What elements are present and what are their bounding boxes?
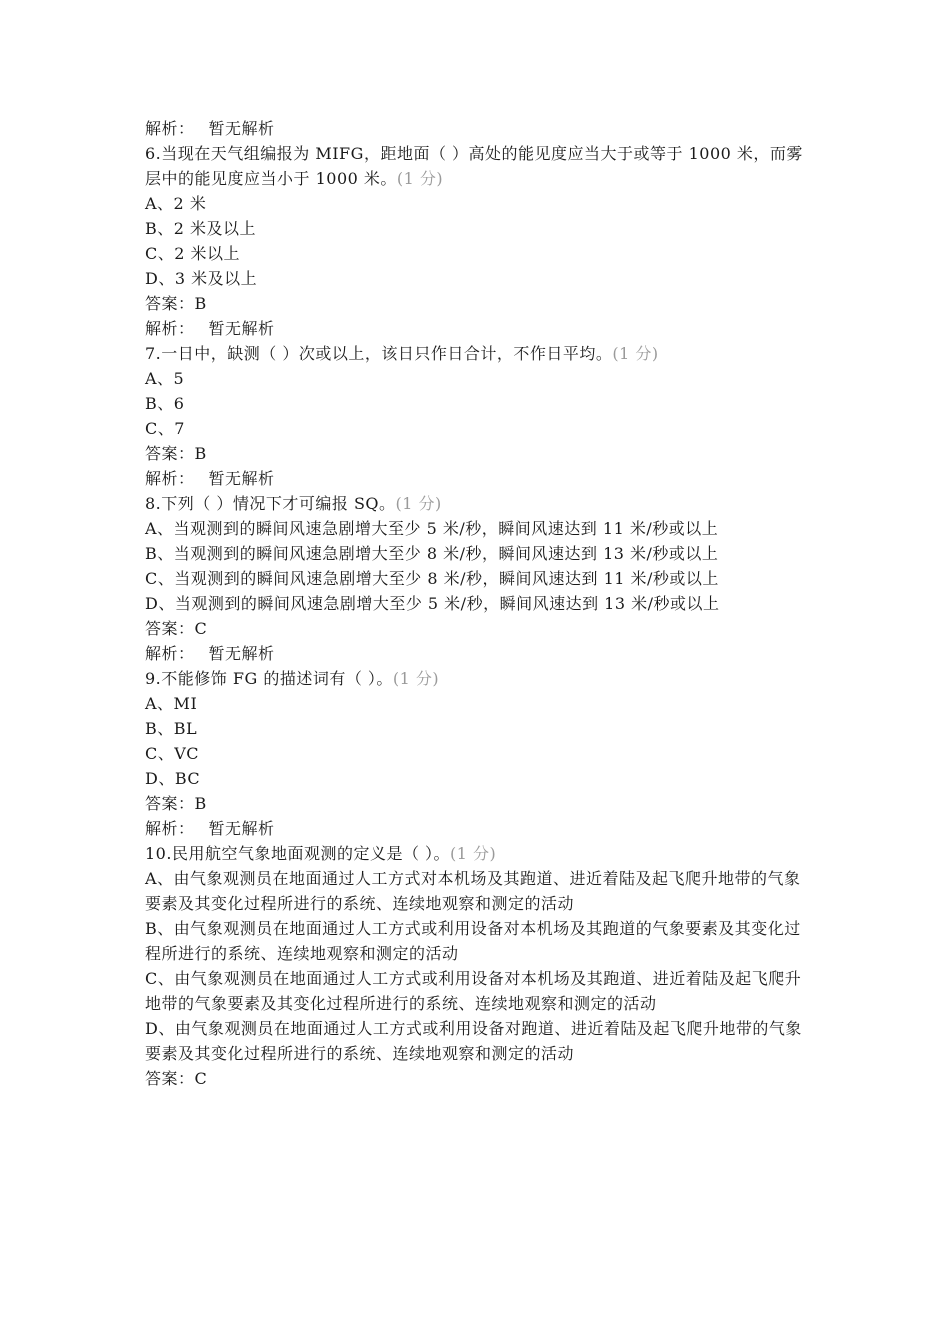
question-score: (1 分) bbox=[392, 669, 440, 688]
question-text: 9.不能修饰 FG 的描述词有（ ）。 bbox=[145, 669, 393, 688]
option-line: C、7 bbox=[145, 419, 185, 438]
option-line: B、由气象观测员在地面通过人工方式或利用设备对本机场及其跑道的气象要素及其变化过程所进行的系统、连续地观察和测定的活动 bbox=[145, 919, 801, 963]
option-line: A、当观测到的瞬间风速急剧增大至少 5 米/秒，瞬间风速达到 11 米/秒或以上 bbox=[145, 519, 719, 538]
option-line: A、2 米 bbox=[145, 194, 207, 213]
analysis-text: 暂无解析 bbox=[208, 819, 275, 838]
analysis-line bbox=[145, 466, 810, 491]
answer-line: 答案：B bbox=[145, 294, 207, 313]
option-line: B、当观测到的瞬间风速急剧增大至少 8 米/秒，瞬间风速达到 13 米/秒或以上 bbox=[145, 544, 719, 563]
answer-line: 答案：C bbox=[145, 619, 208, 638]
question-stem bbox=[145, 141, 810, 191]
option-line: C、由气象观测员在地面通过人工方式或利用设备对本机场及其跑道、进近着陆及起飞爬升地带的气象要素及其变化过程所进行的系统、连续地观察和测定的活动 bbox=[145, 969, 802, 1013]
answer-line: 答案：C bbox=[145, 1069, 208, 1088]
question-stem bbox=[145, 491, 810, 516]
analysis-label: 解析： bbox=[145, 319, 195, 338]
question-score: (1 分) bbox=[396, 169, 444, 188]
question-text: 7.一日中，缺测（ ）次或以上，该日只作日合计，不作日平均。 bbox=[145, 344, 613, 363]
option-line: D、3 米及以上 bbox=[145, 269, 258, 288]
analysis-text: 暂无解析 bbox=[208, 644, 275, 663]
question-stem bbox=[145, 341, 810, 366]
analysis-text: 暂无解析 bbox=[208, 319, 275, 338]
analysis-label: 解析： bbox=[145, 469, 195, 488]
option-line: B、2 米及以上 bbox=[145, 219, 257, 238]
option-line: D、BC bbox=[145, 769, 201, 788]
question-text: 8.下列（ ）情况下才可编报 SQ。 bbox=[145, 494, 396, 513]
question-text: 10.民用航空气象地面观测的定义是（ ）。 bbox=[145, 844, 451, 863]
question-score: (1 分) bbox=[450, 844, 497, 863]
option-line: A、MI bbox=[145, 694, 198, 713]
question-stem bbox=[145, 666, 810, 691]
option-line: D、当观测到的瞬间风速急剧增大至少 5 米/秒，瞬间风速达到 13 米/秒或以上 bbox=[145, 594, 720, 613]
analysis-line bbox=[145, 316, 810, 341]
question-score: (1 分) bbox=[395, 494, 442, 513]
analysis-text: 暂无解析 bbox=[208, 119, 275, 138]
analysis-label: 解析： bbox=[145, 644, 195, 663]
option-line: A、5 bbox=[145, 369, 185, 388]
option-line: D、由气象观测员在地面通过人工方式或利用设备对跑道、进近着陆及起飞爬升地带的气象要素及其变化过程所进行的系统、连续地观察和测定的活动 bbox=[145, 1019, 802, 1063]
answer-line: 答案：B bbox=[145, 794, 207, 813]
answer-line: 答案：B bbox=[145, 444, 207, 463]
question-stem bbox=[145, 841, 810, 866]
analysis-line bbox=[145, 116, 810, 141]
analysis-label: 解析： bbox=[145, 819, 195, 838]
option-line: B、6 bbox=[145, 394, 185, 413]
analysis-label: 解析： bbox=[145, 119, 195, 138]
option-line: B、BL bbox=[145, 719, 198, 738]
question-text: 6.当现在天气组编报为 MIFG，距地面（ ）高处的能见度应当大于或等于 1000 米，而雾层中的能见度应当小于 1000 米。 bbox=[145, 144, 803, 188]
analysis-line bbox=[145, 641, 810, 666]
question-score: (1 分) bbox=[612, 344, 659, 363]
option-line: C、当观测到的瞬间风速急剧增大至少 8 米/秒，瞬间风速达到 11 米/秒或以上 bbox=[145, 569, 719, 588]
option-line: A、由气象观测员在地面通过人工方式对本机场及其跑道、进近着陆及起飞爬升地带的气象要素及其变化过程所进行的系统、连续地观察和测定的活动 bbox=[145, 869, 801, 913]
analysis-line bbox=[145, 816, 810, 841]
analysis-text: 暂无解析 bbox=[208, 469, 275, 488]
option-line: C、VC bbox=[145, 744, 200, 763]
document-page bbox=[145, 116, 810, 1091]
option-line: C、2 米以上 bbox=[145, 244, 241, 263]
